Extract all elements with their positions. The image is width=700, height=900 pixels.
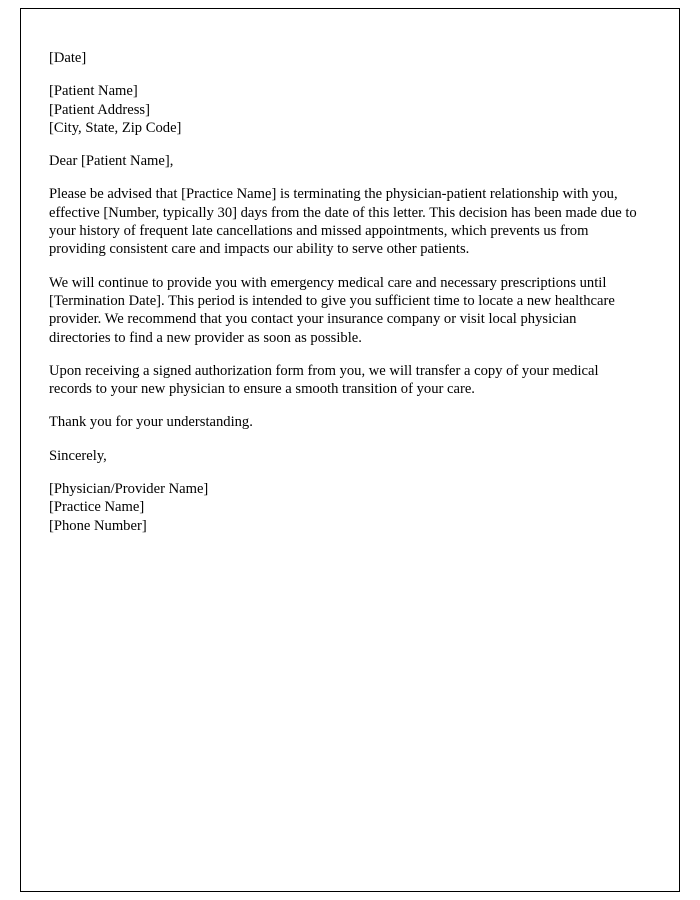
salutation-block <box>49 152 639 170</box>
city-state-zip-placeholder: [City, State, Zip Code] <box>49 119 182 136</box>
letter-page <box>20 8 680 892</box>
paragraph-continued-care: We will continue to provide you with emergency medical care and necessary prescriptions until [Termination Date]. This period is intended to give you sufficient time to locate a new healthcare provider. We recommend that you contact your insurance company or visit local physician directories to find a new provider as soon as possible. <box>49 274 615 346</box>
closing-thanks: Thank you for your understanding. <box>49 414 253 431</box>
patient-name-placeholder: [Patient Name] <box>49 83 138 100</box>
patient-address-placeholder: [Patient Address] <box>49 101 150 118</box>
practice-name-placeholder: [Practice Name] <box>49 499 145 516</box>
provider-name-placeholder: [Physician/Provider Name] <box>49 481 209 498</box>
sign-off-block <box>49 447 639 465</box>
recipient-address-block <box>49 82 639 137</box>
signature-block <box>49 480 639 535</box>
letter-body <box>49 49 639 535</box>
sign-off: Sincerely, <box>49 447 107 464</box>
closing-thanks-block <box>49 413 639 431</box>
date-block <box>49 49 639 67</box>
phone-number-placeholder: [Phone Number] <box>49 517 147 534</box>
paragraph-records-transfer: Upon receiving a signed authorization form from you, we will transfer a copy of your medical records to your new physician to ensure a smooth transition of your care. <box>49 362 599 398</box>
date-placeholder: [Date] <box>49 50 87 66</box>
salutation: Dear [Patient Name], <box>49 153 174 170</box>
paragraph-termination-notice: Please be advised that [Practice Name] is terminating the physician-patient relationship with you, effective [Number, typically 30] days from the date of this letter. This decision has been made due to your history of frequent late cancellations and missed appointments, which prevents us from providing consistent care and impacts our ability to serve other patients. <box>49 186 637 258</box>
